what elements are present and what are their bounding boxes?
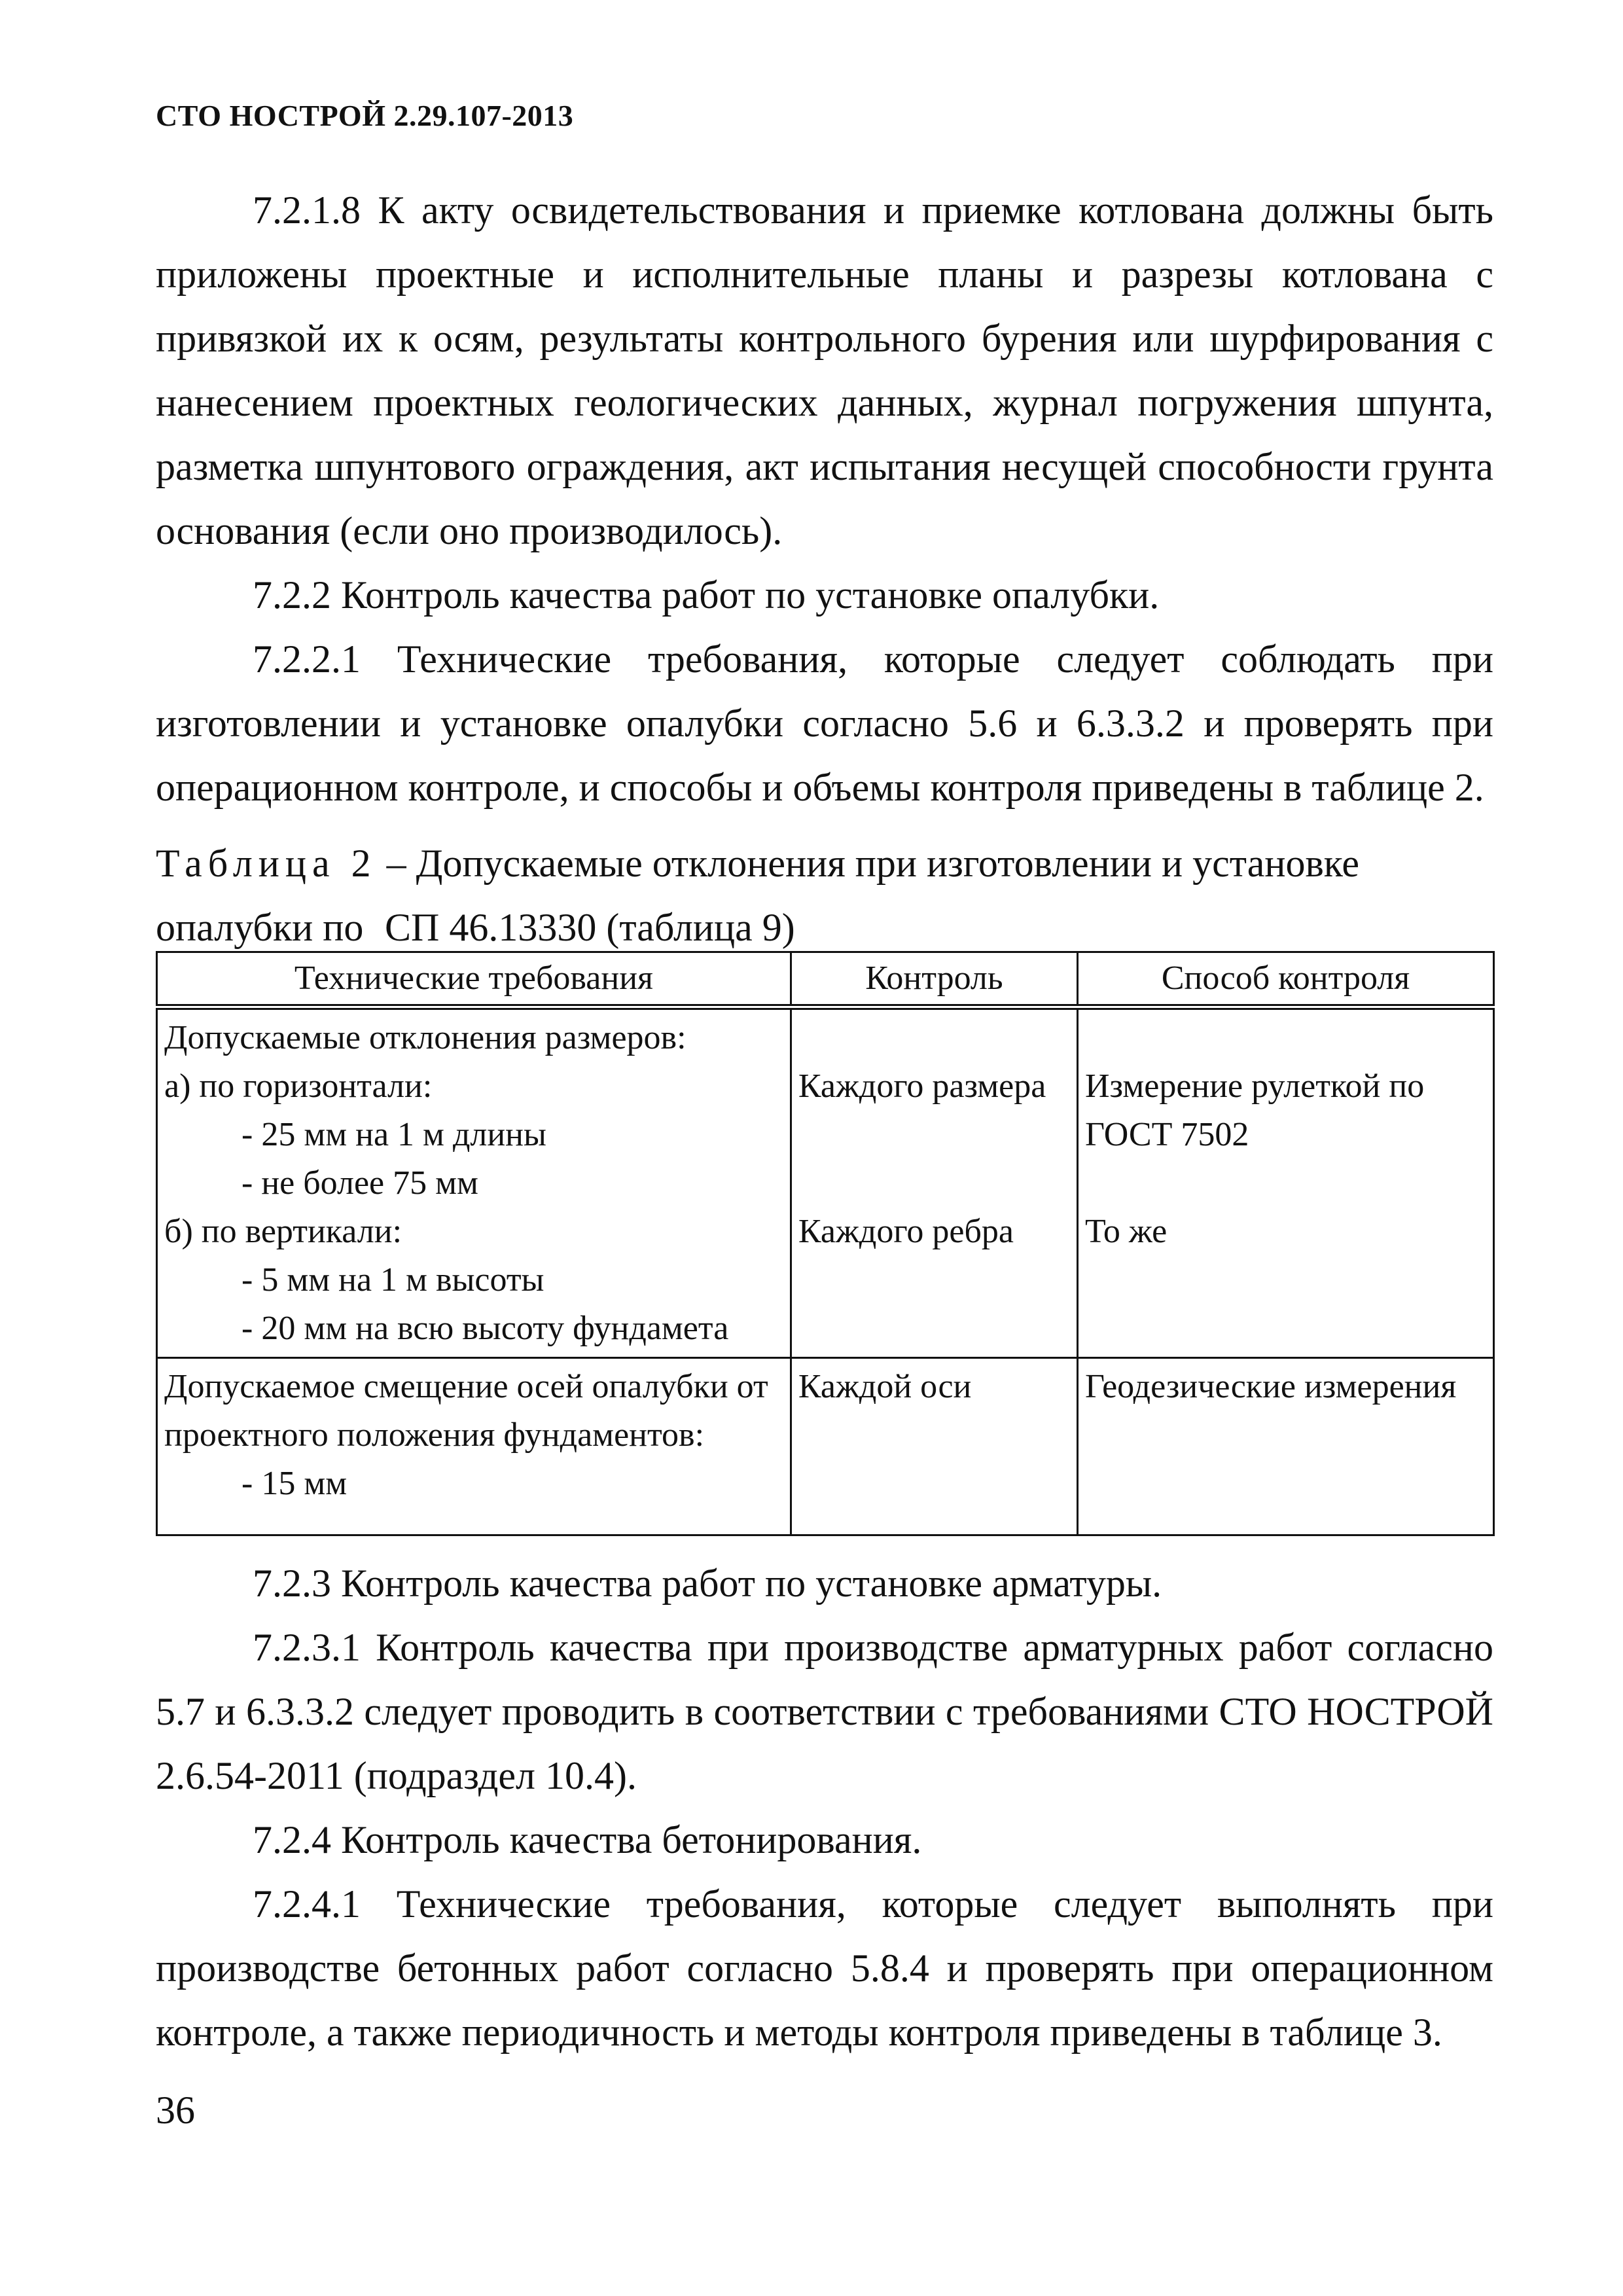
cell-requirements — [157, 1358, 791, 1535]
tolerances-table — [156, 951, 1495, 1536]
method-line: То же — [1084, 1213, 1168, 1250]
table-caption — [156, 831, 1493, 960]
cell-control — [791, 1358, 1077, 1535]
method-line: Геодезические измерения — [1084, 1368, 1457, 1405]
paragraph-7-2-4-1: 7.2.4.1 Технические требования, которые следует выполнять при производстве бетонных работ согласно 5.8.4 и проверять при операционном контроле, а также периодичность и методы контроля приведены в таблице 3. — [156, 1882, 1493, 2054]
paragraph-7-2-2-1: 7.2.2.1 Технические требования, которые следует соблюдать при изготовлении и установке опалубки согласно 5.6 и 6.3.3.2 и проверять при операционном контроле, и способы и объемы контроля приведены в таблице 2. — [156, 637, 1493, 809]
req-line: - не более 75 мм — [241, 1164, 478, 1202]
table-header-row — [157, 952, 1494, 1007]
cell-requirements — [157, 1007, 791, 1358]
table-caption-label: Таблица 2 — [156, 842, 377, 885]
req-line: - 15 мм — [241, 1465, 348, 1502]
req-line: Допускаемые отклонения размеров: — [164, 1019, 687, 1056]
paragraph-7-2-1-8: 7.2.1.8 К акту освидетельствования и приемке котлована должны быть приложены проектные и исполнительные планы и разрезы котлована с привязкой их к осям, результаты контрольного бурения или шурфирования с нанесением проектных геологических данных, журнал погружения шпунта, разметка шпунтового ограждения, акт испытания несущей способности грунта основания (если оно производилось). — [156, 188, 1493, 552]
cell-control — [791, 1007, 1077, 1358]
table-caption-text: – Допускаемые отклонения при изготовлении и установке опалубки по — [156, 842, 1360, 949]
paragraph-7-2-4: 7.2.4 Контроль качества бетонирования. — [253, 1818, 922, 1861]
control-line: Каждого размера — [798, 1067, 1046, 1105]
document-header: СТО НОСТРОЙ 2.29.107-2013 — [156, 99, 574, 132]
cell-method — [1077, 1358, 1493, 1535]
page-number: 36 — [156, 2089, 195, 2132]
req-line: - 20 мм на всю высоту фундамета — [241, 1310, 729, 1347]
paragraph-7-2-2: 7.2.2 Контроль качества работ по установке опалубки. — [253, 573, 1160, 617]
control-line: Каждой оси — [798, 1368, 972, 1405]
method-line: Измерение рулеткой по ГОСТ 7502 — [1084, 1067, 1425, 1153]
req-line: б) по вертикали: — [164, 1213, 402, 1250]
table-row — [157, 1358, 1494, 1535]
control-line: Каждого ребра — [798, 1213, 1014, 1250]
req-line: - 5 мм на 1 м высоты — [241, 1261, 544, 1299]
table-caption-line2: СП 46.13330 (таблица 9) — [385, 906, 795, 949]
req-line: а) по горизонтали: — [164, 1067, 433, 1105]
table-row — [157, 1007, 1494, 1358]
paragraph-7-2-3-1: 7.2.3.1 Контроль качества при производстве арматурных работ согласно 5.7 и 6.3.3.2 следует проводить в соответствии с требованиями СТО НОСТРОЙ 2.6.54-2011 (подраздел 10.4). — [156, 1626, 1493, 1797]
req-line: - 25 мм на 1 м длины — [241, 1116, 546, 1153]
cell-method — [1077, 1007, 1493, 1358]
header-control: Контроль — [791, 952, 1077, 1007]
req-line: Допускаемое смещение осей опалубки от проектного положения фундаментов: — [164, 1368, 768, 1454]
header-method: Способ контроля — [1077, 952, 1493, 1007]
header-requirements: Технические требования — [157, 952, 791, 1007]
paragraph-7-2-3: 7.2.3 Контроль качества работ по установке арматуры. — [253, 1562, 1162, 1605]
